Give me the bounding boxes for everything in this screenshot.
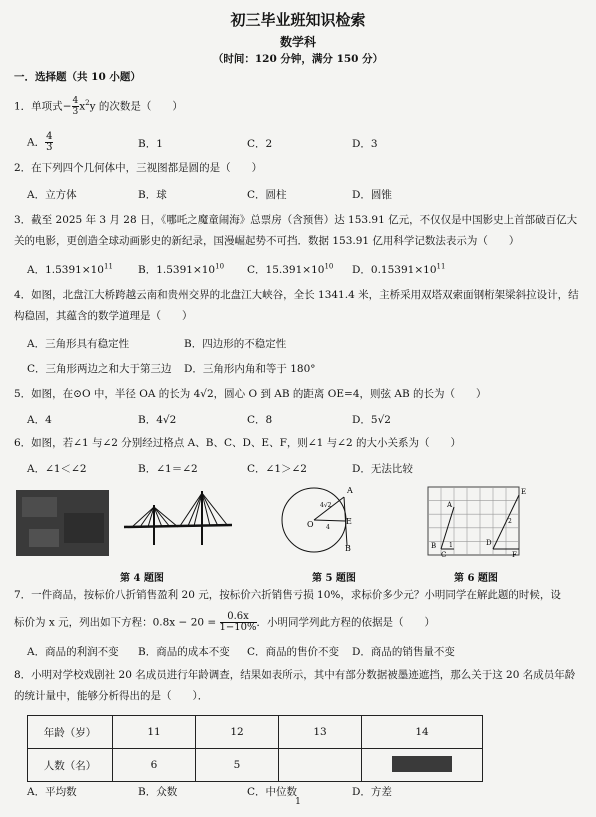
page-title: 初三毕业班知识检索 (230, 11, 366, 29)
question-2-stem: 2．在下列四个几何体中，三视图都是圆的是（ ） (14, 162, 263, 174)
q4-option-b[interactable]: B．四边形的不稳定性 (184, 338, 287, 350)
q4-option-d[interactable]: D．三角形内角和等于 180° (184, 363, 316, 375)
table-cell: 5 (196, 749, 279, 782)
figure-5-caption: 第 5 题图 (312, 573, 356, 584)
table-cell: 人数（名） (28, 749, 113, 782)
subject-title: 数学科 (279, 35, 316, 49)
page-number: 1 (295, 797, 301, 807)
question-7-line2: 标价为 x 元，列出如下方程：0.8x − 20 = $\frac{0.6x}{1-10\%}$ ．小明同学列此方程的依据是（ ） (14, 611, 435, 633)
question-7-line1: 7．一件商品，按标价八折销售盈利 20 元，按标价六折销售亏损 10%，求标价多少元？小明同学在解此题的时候，设 (14, 589, 561, 601)
q3-option-d[interactable]: D．$0.15391\times 10^{11}$ (352, 262, 446, 276)
bridge-drawing (124, 491, 232, 545)
q1-option-d[interactable]: D．3 (352, 138, 378, 150)
q1-option-a[interactable]: A． $\frac{4}{3}$ (27, 131, 53, 153)
q5-option-b[interactable]: B．4√2 (138, 414, 177, 426)
q5-option-c[interactable]: C．8 (247, 414, 273, 426)
q2-option-c[interactable]: C．圆柱 (247, 189, 287, 201)
question-5-stem: 5．如图，在⊙O 中，半径 OA 的长为 4√2，圆心 O 到 AB 的距离 OE=4，则弦 AB 的长为（ ） (14, 388, 487, 400)
q3-option-c[interactable]: C．$15.391\times 10^{10}$ (247, 262, 334, 276)
fig5-label-e: E (346, 517, 352, 526)
fig6-label-b: B (431, 542, 437, 550)
q7-option-a[interactable]: A．商品的利润不变 (27, 646, 119, 658)
q7-equation-fraction: $\frac{0.6x}{1-10\%}$ (219, 611, 257, 633)
q1-option-b[interactable]: B．1 (138, 138, 163, 150)
q8-option-a[interactable]: A．平均数 (27, 786, 77, 798)
table-cell: 12 (196, 716, 279, 749)
table-cell: 14 (362, 716, 483, 749)
ink-blot (392, 756, 452, 772)
table-row (28, 749, 483, 782)
question-3-stem: 3．截至 2025 年 3 月 28 日，《哪吒之魔童闹海》总票房（含预售）达 153.91 亿元，不仅仅是中国影史上首部破百亿大关的电影，更创造全球动画影史的新纪录，国漫崛起势不可挡．数据 153.91 亿用科学记数法表示为（ ） (14, 214, 578, 247)
q2-option-b[interactable]: B．球 (138, 189, 167, 201)
q7-option-c[interactable]: C．商品的售价不变 (247, 646, 340, 658)
q7-option-b[interactable]: B．商品的成本不变 (138, 646, 230, 658)
q6-option-d[interactable]: D．无法比较 (352, 463, 413, 475)
table-cell: 6 (113, 749, 196, 782)
q8-option-b[interactable]: B．众数 (138, 786, 178, 798)
q1-option-c[interactable]: C．2 (247, 138, 273, 150)
q3-option-b[interactable]: B．$1.5391\times 10^{10}$ (138, 262, 225, 276)
grid-figure (428, 487, 526, 559)
table-cell: 年龄（岁） (28, 716, 113, 749)
q2-option-a[interactable]: A．立方体 (27, 189, 77, 201)
q8-option-c[interactable]: C．中位数 (247, 786, 298, 798)
q4-option-c[interactable]: C．三角形两边之和大于第三边 (27, 363, 172, 375)
circle-figure (282, 486, 353, 553)
fig5-label-distance: 4 (326, 524, 330, 531)
figure-4-caption: 第 4 题图 (120, 573, 164, 584)
q2-option-d[interactable]: D．圆锥 (352, 189, 392, 201)
q7-option-d[interactable]: D．商品的销售量不变 (352, 646, 455, 658)
q5-option-d[interactable]: D．5√2 (352, 414, 391, 426)
fig5-label-a: A (347, 486, 353, 495)
figures-row (14, 485, 584, 585)
fig5-label-o: O (307, 520, 314, 529)
fig6-label-angle1: 1 (449, 542, 453, 549)
fig6-label-c: C (441, 551, 447, 559)
q8-option-d[interactable]: D．方差 (352, 786, 392, 798)
q1-fraction: $\frac{4}{3}$ (72, 96, 79, 117)
fig6-label-d: D (486, 539, 492, 547)
table-cell (279, 749, 362, 782)
fig6-label-angle2: 2 (508, 518, 512, 525)
q6-option-c[interactable]: C．∠1＞∠2 (247, 463, 307, 475)
figure-6-caption: 第 6 题图 (454, 573, 498, 584)
q5-option-a[interactable]: A．4 (27, 414, 52, 426)
fig6-label-a: A (447, 501, 453, 509)
table-cell: 11 (113, 716, 196, 749)
question-8-stem: 8．小明对学校戏剧社 20 名成员进行年龄调查，结果如表所示，其中有部分数据被墨迹遮挡，那么关于这 20 名成员年龄的统计量中，能够分析得出的是（ ）． (14, 669, 576, 702)
q6-option-b[interactable]: B．∠1＝∠2 (138, 463, 198, 475)
question-1-stem: 1．单项式− $\frac{4}{3}$ $x^2y$ 的次数是（ ） (14, 96, 183, 117)
table-cell: 13 (279, 716, 362, 749)
question-4-stem: 4．如图，北盘江大桥跨越云南和贵州交界的北盘江大峡谷，全长 1341.4 米，主桥采用双塔双索面钢桁架梁斜拉设计，结构稳固，其蕴含的数学道理是（ ） (14, 289, 579, 322)
table-cell-ink-blot (362, 749, 483, 782)
question-6-stem: 6．如图，若∠1 与∠2 分别经过格点 A、B、C、D、E、F，则∠1 与∠2 的大小关系为（ ） (14, 437, 461, 449)
fig6-label-f: F (512, 551, 517, 559)
fig5-label-b: B (345, 544, 351, 553)
q4-option-a[interactable]: A．三角形具有稳定性 (27, 338, 130, 350)
section-heading: 一．选择题（共 10 小题） (14, 71, 141, 83)
bridge-photo (16, 490, 109, 556)
age-table (27, 715, 483, 782)
q6-option-a[interactable]: A．∠1＜∠2 (27, 463, 87, 475)
exam-info: （时间：120 分钟，满分 150 分） (212, 53, 384, 65)
q3-option-a[interactable]: A．$1.5391\times 10^{11}$ (27, 262, 113, 276)
fig6-label-e: E (521, 488, 527, 496)
table-row (28, 716, 483, 749)
fig5-label-radius: 4√2 (320, 502, 332, 509)
